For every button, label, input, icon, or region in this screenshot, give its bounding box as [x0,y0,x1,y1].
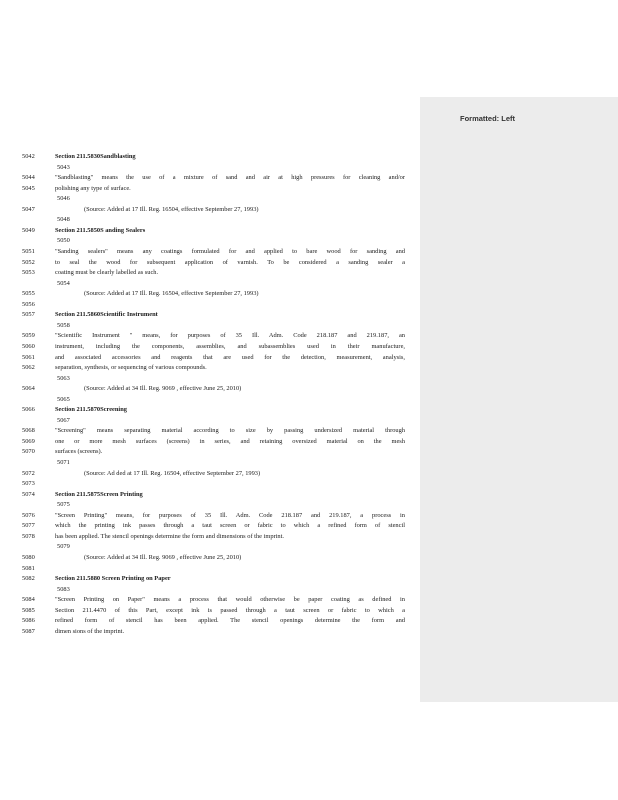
document-line [0,289,420,299]
line-text: 5063 [57,374,70,382]
document-line [0,564,420,574]
line-number: 5045 [22,184,35,192]
source-note: (Source: Added at 17 Ill. Reg. 16504, effective September 27, 1993) [84,205,259,213]
document-line [0,469,420,479]
document-line [0,553,420,563]
line-text: 5043 [57,163,70,171]
document-line [0,595,420,605]
line-number: 5051 [22,247,35,255]
line-number: 5076 [22,511,35,519]
line-text: instrument, including the components, assemblies, and subassemblies used in their manufacture, [55,342,405,350]
document-line [0,173,420,183]
document-line [0,353,420,363]
line-text: 5065 [57,395,70,403]
line-number: 5044 [22,174,35,182]
document-line [0,184,420,194]
document-line [0,247,420,257]
line-number: 5070 [22,448,35,456]
line-number: 5085 [22,606,35,614]
document-line [0,490,420,500]
line-text: "Scientific Instrument " means, for purposes of 35 Ill. Adm. Code 218.187 and 219.187, an [55,332,405,340]
line-number: 5066 [22,406,35,414]
document-line [0,585,420,595]
line-number: 5056 [22,300,35,308]
line-text: dimen sions of the imprint. [55,627,125,635]
document-line [0,226,420,236]
comment-pane [420,97,618,702]
line-text: 5079 [57,543,70,551]
line-text: 5048 [57,216,70,224]
document-line [0,416,420,426]
source-note: (Source: Added at 34 Ill. Reg. 9069 , effective June 25, 2010) [84,385,242,393]
line-text: "Screen Printing" means, for purposes of 35 Ill. Adm. Code 218.187 and 219.187, a process in [55,511,405,519]
document-line [0,236,420,246]
document-line [0,479,420,489]
line-number: 5082 [22,575,35,582]
document-line [0,426,420,436]
source-note: (Source: Ad ded at 17 Ill. Reg. 16504, effective September 27, 1993) [84,469,261,477]
line-text: 5058 [57,321,70,329]
source-note: (Source: Added at 17 Ill. Reg. 16504, effective September 27, 1993) [84,290,259,298]
line-text: 5067 [57,416,70,424]
line-number: 5073 [22,480,35,488]
line-text: one or more mesh surfaces (screens) in series, and retaining oversized material on the mesh [55,437,405,445]
line-number: 5057 [22,311,35,319]
document-line [0,384,420,394]
document-line [0,300,420,310]
document-line [0,279,420,289]
document-line [0,363,420,373]
line-text: 5054 [57,279,70,287]
document-line [0,194,420,204]
document-line [0,374,420,384]
line-number: 5059 [22,332,35,340]
line-text: to seal the wood for subsequent application of varnish. To be considered a sanding sealer a [55,258,405,266]
document-line [0,616,420,626]
document-line [0,163,420,173]
document-line [0,521,420,531]
line-text: Section 211.4470 of this Part, except ink is passed through a taut screen or fabric to which a [55,606,405,614]
line-text: 5083 [57,585,70,593]
line-number: 5074 [22,490,35,498]
line-number: 5047 [22,205,35,213]
line-number: 5069 [22,437,35,445]
line-text: refined form of stencil has been applied. The stencil openings determine the form and [55,617,405,625]
line-number: 5061 [22,353,35,361]
document-line [0,342,420,352]
section-heading: Section 211.5830Sandblasting [55,153,136,160]
line-text: surfaces (screens). [55,448,103,456]
document-line [0,458,420,468]
line-number: 5080 [22,553,35,561]
line-text: 5071 [57,459,70,466]
line-number: 5055 [22,290,35,298]
line-number: 5060 [22,342,35,350]
line-text: polishing any type of surface. [55,184,131,192]
line-number: 5042 [22,153,35,160]
line-text: "Sanding sealers" means any coatings formulated for and applied to bare wood for sanding and [55,247,405,255]
document-line [0,574,420,584]
document-line [0,310,420,320]
section-heading: Section 211.5875Screen Printing [55,490,143,498]
line-number: 5078 [22,532,35,540]
formatted-left-comment: Formatted: Left [460,114,515,123]
line-text: and associated accessories and reagents that are used for the detection, measurement, analysis, [55,353,405,361]
line-number: 5072 [22,469,35,477]
line-text: has been applied. The stencil openings determine the form and dimensions of the imprint. [55,532,285,540]
document-line [0,395,420,405]
document-line [0,542,420,552]
line-text: separation, synthesis, or sequencing of various compounds. [55,364,207,371]
document-line [0,437,420,447]
document-line [0,627,420,637]
line-number: 5068 [22,427,35,435]
line-number: 5077 [22,522,35,530]
document-line [0,606,420,616]
line-number: 5081 [22,564,35,572]
line-number: 5053 [22,269,35,277]
line-number: 5062 [22,364,35,371]
section-heading: Section 211.5860Scientific Instrument [55,311,158,319]
document-line [0,511,420,521]
section-heading: Section 211.5870Screening [55,406,127,414]
line-number: 5052 [22,258,35,266]
document-line [0,268,420,278]
line-number: 5049 [22,226,35,234]
document-line [0,532,420,542]
line-number: 5086 [22,617,35,625]
document-line [0,321,420,331]
line-text: 5050 [57,237,70,245]
line-number: 5084 [22,596,35,604]
document-line [0,205,420,215]
line-text: 5046 [57,195,70,203]
line-text: "Screening" means separating material according to size by passing undersized material through [55,427,405,435]
document-line [0,405,420,415]
section-heading: Section 211.5880 Screen Printing on Paper [55,575,171,582]
line-number: 5087 [22,627,35,635]
line-number: 5064 [22,385,35,393]
line-text: "Screen Printing on Paper" means a process that would otherwise be paper coating as defined in [55,596,405,604]
section-heading: Section 211.5850S anding Sealers [55,226,146,234]
document-line [0,258,420,268]
document-line [0,331,420,341]
document-line [0,152,420,162]
line-text: which the printing ink passes through a taut screen or fabric to which a refined form of stencil [55,522,405,530]
document-line [0,447,420,457]
line-text: coating must be clearly labelled as such. [55,269,159,277]
line-text: 5075 [57,501,70,509]
document-line [0,215,420,225]
document-line [0,500,420,510]
line-text: "Sandblasting" means the use of a mixture of sand and air at high pressures for cleaning and/or [55,174,405,182]
source-note: (Source: Added at 34 Ill. Reg. 9069 , effective June 25, 2010) [84,553,242,561]
